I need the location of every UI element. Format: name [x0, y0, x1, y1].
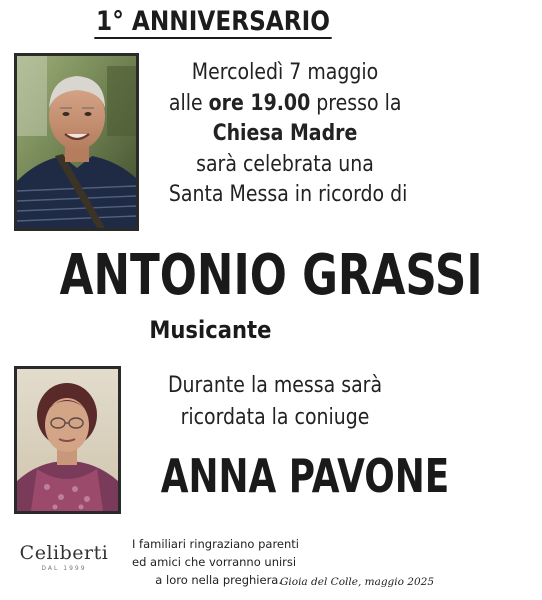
- deceased-nickname: Musicante: [148, 316, 272, 344]
- announcement-line-5: Santa Messa in ricordo di: [168, 182, 408, 207]
- funeral-home-logo: [16, 542, 112, 572]
- deceased-name: ANTONIO GRASSI: [59, 243, 483, 308]
- place-date: Gioia del Colle, maggio 2025: [280, 576, 435, 588]
- portrait-photo-antonio: [14, 53, 139, 231]
- family-thanks: [132, 535, 299, 589]
- spouse-remembrance-line-1: Durante la messa sarà: [167, 373, 383, 398]
- mass-announcement: [150, 58, 420, 211]
- portrait-anna-image: [17, 369, 118, 511]
- announcement-date: Mercoledì 7 maggio: [191, 60, 379, 85]
- logo-brand: Celiberti: [19, 542, 109, 564]
- anniversary-title: 1° ANNIVERSARIO: [95, 6, 331, 37]
- announcement-church: Chiesa Madre: [212, 121, 358, 146]
- thanks-line-3: a loro nella preghiera.: [155, 573, 282, 587]
- thanks-line-1: I familiari ringraziano parenti: [132, 537, 299, 551]
- spouse-name: ANNA PAVONE: [160, 449, 450, 503]
- portrait-antonio-image: [17, 56, 136, 228]
- thanks-line-2: ed amici che vorranno unirsi: [132, 555, 297, 569]
- spouse-remembrance-line-2: ricordata la coniuge: [180, 405, 370, 430]
- logo-since: DAL 1999: [41, 565, 87, 572]
- portrait-photo-anna: [14, 366, 121, 514]
- announcement-time: alle ore 19.00 presso la: [168, 90, 402, 116]
- spouse-remembrance: [140, 370, 410, 434]
- announcement-line-4: sarà celebrata una: [196, 151, 374, 177]
